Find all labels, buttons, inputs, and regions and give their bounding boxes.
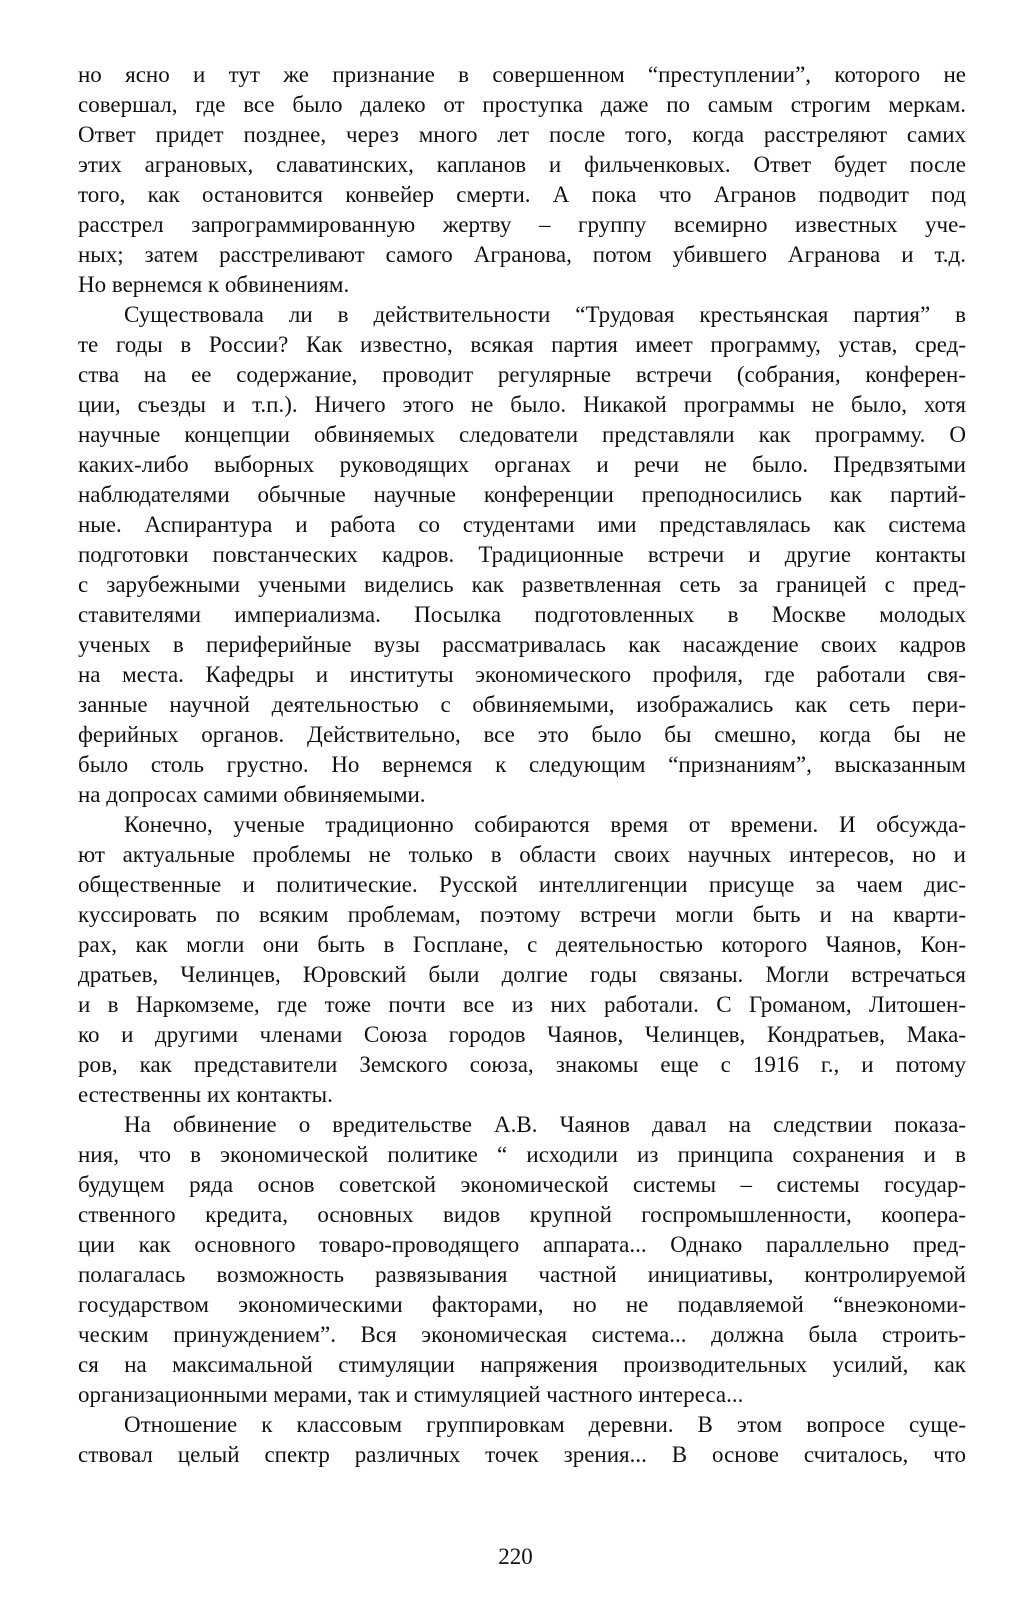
text-line: ферийных органов. Действительно, все это было бы смешно, когда бы не (78, 722, 966, 747)
text-line: на допросах самими обвиняемыми. (78, 782, 426, 807)
page-number: 220 (498, 1544, 533, 1569)
text-line: ся на максимальной стимуляции напряжения производительных усилий, как (78, 1352, 966, 1377)
text-line: но ясно и тут же признание в совершенном “преступлении”, которого не (78, 62, 966, 87)
text-line: каких-либо выборных руководящих органах и речи не было. Предвзятыми (78, 452, 966, 477)
paragraph (78, 60, 966, 300)
text-line: организационными мерами, так и стимуляцией частного интереса... (78, 1382, 744, 1407)
text-line: ственного кредита, основных видов крупной госпромышленности, коопера- (78, 1202, 966, 1227)
text-line: наблюдателями обычные научные конференции преподносились как партий- (78, 482, 966, 507)
text-line: с зарубежными учеными виделись как разветвленная сеть за границей с пред- (78, 572, 966, 597)
text-line: ют актуальные проблемы не только в области своих научных интересов, но и (78, 842, 966, 867)
text-line: Отношение к классовым группировкам деревни. В этом вопросе суще- (124, 1412, 966, 1437)
text-line: расстрел запрограммированную жертву – группу всемирно известных уче- (78, 212, 966, 237)
text-line: ных; затем расстреливают самого Агранова, потом убившего Агранова и т.д. (78, 242, 966, 267)
text-line: полагалась возможность развязывания частной инициативы, контролируемой (78, 1262, 966, 1287)
text-line: Конечно, ученые традиционно собираются время от времени. И обсужда- (124, 812, 966, 837)
text-line: дратьев, Челинцев, Юровский были долгие годы связаны. Могли встречаться (78, 962, 966, 987)
text-line: этих аграновых, славатинских, капланов и фильченковых. Ответ будет после (78, 152, 966, 177)
text-line: ные. Аспирантура и работа со студентами ими представлялась как система (78, 512, 966, 537)
text-line: того, как остановится конвейер смерти. А пока что Агранов подводит под (78, 182, 966, 207)
text-line: ния, что в экономической политике “ исходили из принципа сохранения и в (78, 1142, 966, 1167)
text-line: будущем ряда основ советской экономической системы – системы государ- (78, 1172, 966, 1197)
text-line: научные концепции обвиняемых следователи представляли как программу. О (78, 422, 966, 447)
text-line: занные научной деятельностью с обвиняемыми, изображались как сеть пери- (78, 692, 966, 717)
text-line: те годы в России? Как известно, всякая партия имеет программу, устав, сред- (78, 332, 966, 357)
text-line: ученых в периферийные вузы рассматривалась как насаждение своих кадров (78, 632, 966, 657)
text-line: общественные и политические. Русской интеллигенции присуще за чаем дис- (78, 872, 966, 897)
text-line: ко и другими членами Союза городов Чаянов, Челинцев, Кондратьев, Мака- (78, 1022, 966, 1047)
text-line: ствовал целый спектр различных точек зрения... В основе считалось, что (78, 1442, 966, 1467)
text-line: было столь грустно. Но вернемся к следующим “признаниям”, высказанным (78, 752, 966, 777)
text-line: на места. Кафедры и институты экономического профиля, где работали свя- (78, 662, 966, 687)
text-line: рах, как могли они быть в Госплане, с деятельностью которого Чаянов, Кон- (78, 932, 966, 957)
paragraph (78, 1110, 966, 1410)
text-line: совершал, где все было далеко от проступка даже по самым строгим меркам. (78, 92, 966, 117)
text-line: ставителями империализма. Посылка подготовленных в Москве молодых (78, 602, 966, 627)
text-line: куссировать по всяким проблемам, поэтому встречи могли быть и на кварти- (78, 902, 966, 927)
text-line: ции, съезды и т.п.). Ничего этого не было. Никакой программы не было, хотя (78, 392, 966, 417)
text-line: Но вернемся к обвинениям. (78, 272, 350, 297)
paragraph (78, 810, 966, 1110)
text-line: и в Наркомземе, где тоже почти все из них работали. С Громаном, Литошен- (78, 992, 966, 1017)
text-line: подготовки повстанческих кадров. Традиционные встречи и другие контакты (78, 542, 966, 567)
text-line: ства на ее содержание, проводит регулярные встречи (собрания, конферен- (78, 362, 966, 387)
text-line: На обвинение о вредительстве А.В. Чаянов давал на следствии показа- (124, 1112, 966, 1137)
text-line: ческим принуждением”. Вся экономическая система... должна была строить- (78, 1322, 966, 1347)
text-line: ров, как представители Земского союза, знакомы еще с 1916 г., и потому (78, 1052, 966, 1077)
text-line: Существовала ли в действительности “Трудовая крестьянская партия” в (124, 302, 966, 327)
paragraph (78, 1410, 966, 1470)
text-line: Ответ придет позднее, через много лет после того, когда расстреляют самих (78, 122, 966, 147)
paragraph (78, 300, 966, 810)
text-line: ции как основного товаро-проводящего аппарата... Однако параллельно пред- (78, 1232, 966, 1257)
body-text (78, 60, 966, 1470)
text-line: естественны их контакты. (78, 1082, 333, 1107)
text-line: государством экономическими факторами, но не подавляемой “внеэкономи- (78, 1292, 966, 1317)
